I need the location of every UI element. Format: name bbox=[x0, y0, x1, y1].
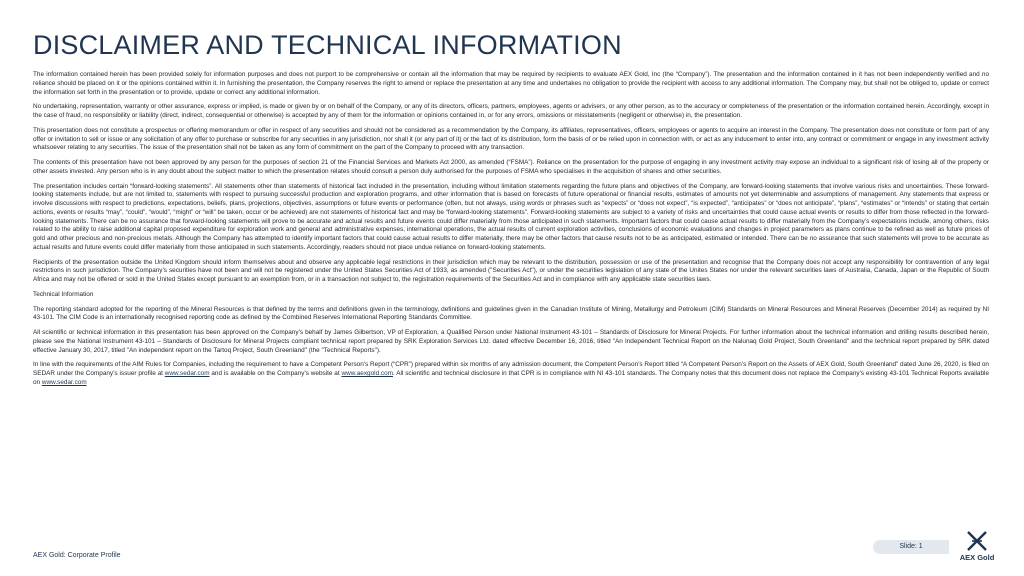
aim-text-part1: In line with the requirements of the AIM Rules for Companies, including the requirement to have a Competent Person’s Report (“CPR”) prepared within six months of any admission document, the Competent Person’s Report titled “A Competent Person’s Report on the Assets of AEX Gold, South Greenland” dated June 26, 2020, is filed on SEDAR under the Company’s issuer profile at bbox=[33, 361, 989, 377]
paragraph-no-undertaking: No undertaking, representation, warranty or other assurance, express or implied, is made or given by or on behalf of the Company, or any of its directors, officers, partners, employees, agents or advisers, or any other person, as to the accuracy or completeness of the presentation or the information contained herein. Accordingly, except in the case of fraud, no responsibility or liability (direct, indirect, consequential or otherwise) is accepted by any of them for the information or opinions contained in, or for any errors, omissions or misstatements (negligent or otherwise) in, the presentation. bbox=[33, 103, 989, 119]
technical-information-heading: Technical Information bbox=[33, 290, 94, 298]
disclaimer-body bbox=[33, 71, 989, 394]
aex-logo-icon bbox=[966, 530, 988, 552]
sedar-link[interactable]: www.sedar.com bbox=[164, 370, 210, 377]
slide-number-tab: Slide: 1 bbox=[873, 540, 949, 554]
paragraph-reporting-standard: The reporting standard adopted for the reporting of the Mineral Resources is that defined by the terms and definitions given in the terminology, definitions and guidelines given in the Canadian Institute of Mining, Metallurgy and Petroleum (CIM) Standards on Mineral Resources and Mineral Reserves (December 2014) as required by NI 43-101. The CIM Code is an internationally recognised reporting code as defined by the Combined Reserves International Reporting Standards Committee. bbox=[33, 305, 989, 322]
aex-gold-logo bbox=[955, 530, 999, 566]
paragraph-aim-rules bbox=[33, 361, 989, 387]
aexgold-link[interactable]: www.aexgold.com bbox=[341, 370, 393, 377]
aim-text-part2: and is available on the Company’s website at bbox=[209, 370, 342, 377]
sedar-link-2[interactable]: www.sedar.com bbox=[41, 378, 87, 386]
footer-caption: AEX Gold: Corporate Profile bbox=[33, 552, 121, 559]
paragraph-recipients: Recipients of the presentation outside the United Kingdom should inform themselves about and observe any applicable legal restrictions in their jurisdiction which may be relevant to the distribution, possession or use of the presentation and recognise that the Company does not accept any responsibility for contravention of any legal restrictions in such jurisdiction. The Company’s securities have not been and will not be registered under the United States Securities Act of 1933, as amended ("Securities Act"), or under the securities legislation of any state of the Unites States nor under the relevant securities laws of Australia, Canada, Japan or the Republic of South Africa and may not be offered or sold in the United States except pursuant to an exemption from, or in a transaction not subject to, the registration requirements of the Securities Act and in compliance with any applicable state securities laws. bbox=[33, 258, 989, 283]
paragraph-purpose: The information contained herein has been provided solely for information purposes and does not purport to be comprehensive or contain all the information that may be required by recipients to evaluate AEX Gold, Inc (the “Company”). The presentation and the information contained in it has not been independently verified and no reliance should be placed on it or the opinions contained within it. In furnishing the presentation, the Company reserves the right to amend or replace the presentation at any time and undertakes no obligation to provide the recipient with access to any additional information. The Company may, but shall not be obliged to, update or correct the information set forth in the presentation or to provide, update or correct any additional information. bbox=[33, 71, 989, 96]
paragraph-fsma: The contents of this presentation have not been approved by any person for the purposes of section 21 of the Financial Services and Markets Act 2000, as amended (“FSMA”). Reliance on the presentation for the purpose of engaging in any investment activity may expose an individual to a significant risk of losing all of the property or other assets invested. Any person who is in any doubt about the subject matter to which the presentation relates should consult a person duly authorised for the purposes of FSMA who specialises in the acquisition of shares and other securities. bbox=[33, 159, 989, 175]
paragraph-forward-looking: The presentation includes certain “forward-looking statements”. All statements other than statements of historical fact included in the presentation, including without limitation statements regarding the future plans and objectives of the Company, are forward-looking statements that involve various risks and uncertainties. These forward-looking statements include, but are not limited to, statements with respect to pursuing successful production and exploration programs, and other information that is based on forecasts of future operational or financial results, estimates of amounts not yet determinable and assumptions of management. Any statements that express or involve discussions with respect to predictions, expectations, beliefs, plans, projections, objectives, assumptions or future events or performance (often, but not always, using words or phrases such as “expects” or “does not expect”, “is expected”, “anticipates” or “does not anticipate”, “plans”, “estimates” or “intends” or stating that certain actions, events or results “may”, “could”, “would”, “might” or “will” be taken, occur or be achieved) are not statements of historical fact and may be “forward-looking statements”. Forward-looking statements are subject to a variety of risks and uncertainties that could cause actual events or results to differ from those reflected in the forward-looking statements. There can be no assurance that forward-looking statements will prove to be accurate and actual results and future events could differ materially from those anticipated in such statements. Important factors that could cause actual results to differ materially from the Company’s expectations include, among others, risks related to the ability to raise additional capital proposed expenditure for exploration work and general and administrative expenses, international operations, the actual results of current exploration activities, conclusions of economic evaluations and changes in project parameters as plans continue to be refined as well as future prices of gold and other precious and non-precious metals. Although the Company has attempted to identify important factors that could cause actual results to differ materially, there may be other factors that cause results not to be as anticipated, estimated or intended. There can be no assurance that such statements will prove to be accurate as actual results and future events could differ materially from those anticipated in such statements. Accordingly, readers should not place undue reliance on forward-looking statements. bbox=[33, 182, 989, 251]
page-title: DISCLAIMER AND TECHNICAL INFORMATION bbox=[33, 30, 622, 60]
paragraph-scientific-information: All scientific or technical information in this presentation has been approved on the Company’s behalf by James Gilbertson, VP of Exploration, a Qualified Person under National Instrument 43-101 – Standards of Disclosure for Mineral Projects. For further information about the technical information and drilling results described herein, please see the National Instrument 43-101 – Standards of Disclosure for Mineral Projects compliant technical report prepared by SRK Exploration Services Ltd. dated effective December 16, 2016, titled "An Independent Technical Report on the Nalunaq Gold Project, South Greenland" and the technical report prepared by SRK dated effective January 30, 2017, titled "An independent report on the Tartoq Project, South Greenland" (the "Technical Reports"). bbox=[33, 329, 989, 354]
aim-text-part3: . All scientific and technical disclosure in that CPR is in compliance with NI 43-101 standards. The Company notes that this document does not replace the Company’s existing 43-101 Technical Reports available on bbox=[33, 370, 989, 386]
paragraph-not-prospectus: This presentation does not constitute a prospectus or offering memorandum or offer in respect of any securities and should not be considered as a recommendation by the Company, its affiliates, representatives, officers, employees or agents to acquire an interest in the Company. The presentation does not constitute or form part of any offer or invitation to sell or issue or any solicitation of any offer to purchase or subscribe for any securities in any jurisdiction, nor shall it (or any part of it) or the fact of its distribution, form the basis of or be relied upon in connection with, or act as any inducement to enter into, any contract or commitment or engage in any investment activity whatsoever relating to any securities. The issue of the presentation shall not be taken as any form of commitment on the part of the Company to proceed with any transaction. bbox=[33, 126, 989, 152]
logo-text: AEX Gold bbox=[959, 553, 995, 562]
